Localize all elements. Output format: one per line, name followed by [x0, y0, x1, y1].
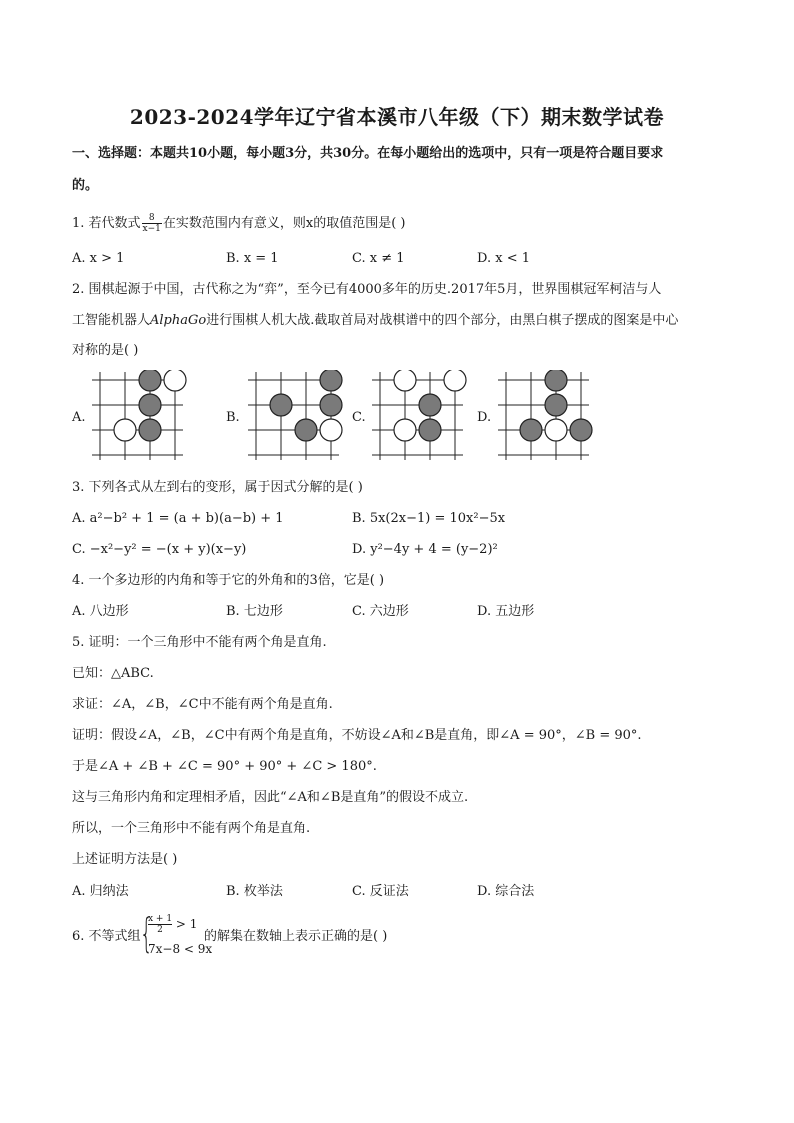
white-stone [114, 419, 136, 441]
q5-known: 已知：△ABC. [72, 666, 154, 681]
question-5-stem: 5. 证明：一个三角形中不能有两个角是直角. [72, 635, 327, 650]
q3-option-d: D. y²−4y + 4 = (y−2)² [352, 542, 498, 557]
q5-proof-1: 证明：假设∠A，∠B，∠C中有两个角是直角，不妨设∠A和∠B是直角，即∠A = 90°，∠B = 90°. [72, 728, 642, 743]
black-stone [139, 394, 161, 416]
q5-option-a: A. 归纳法 [72, 884, 129, 899]
q4-option-d: D. 五边形 [477, 604, 535, 619]
q5-option-c: C. 反证法 [352, 884, 409, 899]
q4-option-a: A. 八边形 [72, 604, 129, 619]
q6-row1 [148, 914, 197, 935]
q1-prefix: 1. 若代数式 [72, 216, 141, 231]
q1-frac-numerator: 8 [142, 213, 162, 224]
black-stone [320, 370, 342, 391]
q4-option-c: C. 六边形 [352, 604, 409, 619]
section-heading: 一、选择题：本题共10小题，每小题3分，共30分。在每小题给出的选项中，只有一项是符合题目要求 [72, 146, 664, 161]
q1-frac-denominator: x−1 [142, 224, 161, 234]
q5-option-b: B. 枚举法 [226, 884, 283, 899]
section-heading-cont: 的。 [72, 178, 99, 193]
q1-option-c: C. x ≠ 1 [352, 251, 405, 266]
q2-label-b: B. [226, 410, 240, 425]
black-stone [545, 370, 567, 391]
white-stone [545, 419, 567, 441]
q5-proof-4: 所以，一个三角形中不能有两个角是直角. [72, 821, 311, 836]
q5-ask: 上述证明方法是( ) [72, 852, 178, 867]
q5-proof-3: 这与三角形内角和定理相矛盾，因此“∠A和∠B是直角”的假设不成立. [72, 790, 469, 805]
q1-option-a: A. x > 1 [72, 251, 125, 266]
question-4-stem: 4. 一个多边形的内角和等于它的外角和的3倍，它是( ) [72, 573, 385, 588]
q6-row1-den: 2 [157, 925, 163, 935]
black-stone [419, 394, 441, 416]
question-2-stem-line1: 2. 围棋起源于中国，古代称之为“弈”，至今已有4000多年的历史.2017年5月，世界围棋冠军柯洁与人 [72, 282, 662, 297]
question-2-stem-line2 [72, 312, 678, 330]
q6-inequality-system [140, 911, 213, 958]
q4-option-b: B. 七边形 [226, 604, 283, 619]
q1-option-d: D. x < 1 [477, 251, 530, 266]
q2-line2-pre: 工智能机器人 [72, 313, 151, 328]
go-board-b [244, 370, 344, 460]
go-board-a [88, 370, 188, 460]
q1-fraction [142, 213, 162, 234]
black-stone [545, 394, 567, 416]
black-stone [419, 419, 441, 441]
q6-row1-fraction [148, 914, 172, 935]
q5-proof-2: 于是∠A + ∠B + ∠C = 90° + 90° + ∠C > 180°. [72, 759, 377, 774]
black-stone [139, 419, 161, 441]
q6-suffix: 的解集在数轴上表示正确的是( ) [204, 929, 388, 944]
black-stone [320, 394, 342, 416]
q3-option-c: C. −x²−y² = −(x + y)(x−y) [72, 542, 247, 557]
q6-row1-num: x + 1 [148, 914, 173, 924]
question-2-stem-line3: 对称的是( ) [72, 343, 139, 358]
page-title: 2023-2024学年辽宁省本溪市八年级（下）期末数学试卷 [129, 105, 665, 129]
question-1-stem [72, 213, 406, 234]
black-stone [570, 419, 592, 441]
q2-alphago: AlphaGo [150, 313, 207, 328]
q3-option-b: B. 5x(2x−1) = 10x²−5x [352, 511, 506, 526]
q6-row2: 7x−8 < 9x [148, 942, 213, 956]
q6-row1-rel: > 1 [175, 917, 198, 931]
question-3-stem: 3. 下列各式从左到右的变形，属于因式分解的是( ) [72, 480, 363, 495]
white-stone [394, 419, 416, 441]
q6-prefix: 6. 不等式组 [72, 929, 141, 944]
q1-option-b: B. x = 1 [226, 251, 279, 266]
black-stone [270, 394, 292, 416]
q5-option-d: D. 综合法 [477, 884, 535, 899]
q3-option-a: A. a²−b² + 1 = (a + b)(a−b) + 1 [72, 511, 284, 526]
white-stone [320, 419, 342, 441]
white-stone [394, 370, 416, 391]
q1-suffix: 在实数范围内有意义，则x的取值范围是( ) [162, 216, 406, 231]
q2-label-c: C. [352, 410, 366, 425]
black-stone [139, 370, 161, 391]
white-stone [444, 370, 466, 391]
go-board-c [368, 370, 468, 460]
q2-line2-post: 进行围棋人机大战.截取首局对战棋谱中的四个部分，由黑白棋子摆成的图案是中心 [206, 313, 679, 328]
q2-label-d: D. [477, 410, 492, 425]
q2-label-a: A. [72, 410, 86, 425]
go-board-d [494, 370, 594, 460]
q5-prove: 求证：∠A，∠B，∠C中不能有两个角是直角. [72, 697, 333, 712]
black-stone [520, 419, 542, 441]
black-stone [295, 419, 317, 441]
white-stone [164, 370, 186, 391]
q6-brace: { [140, 911, 153, 957]
